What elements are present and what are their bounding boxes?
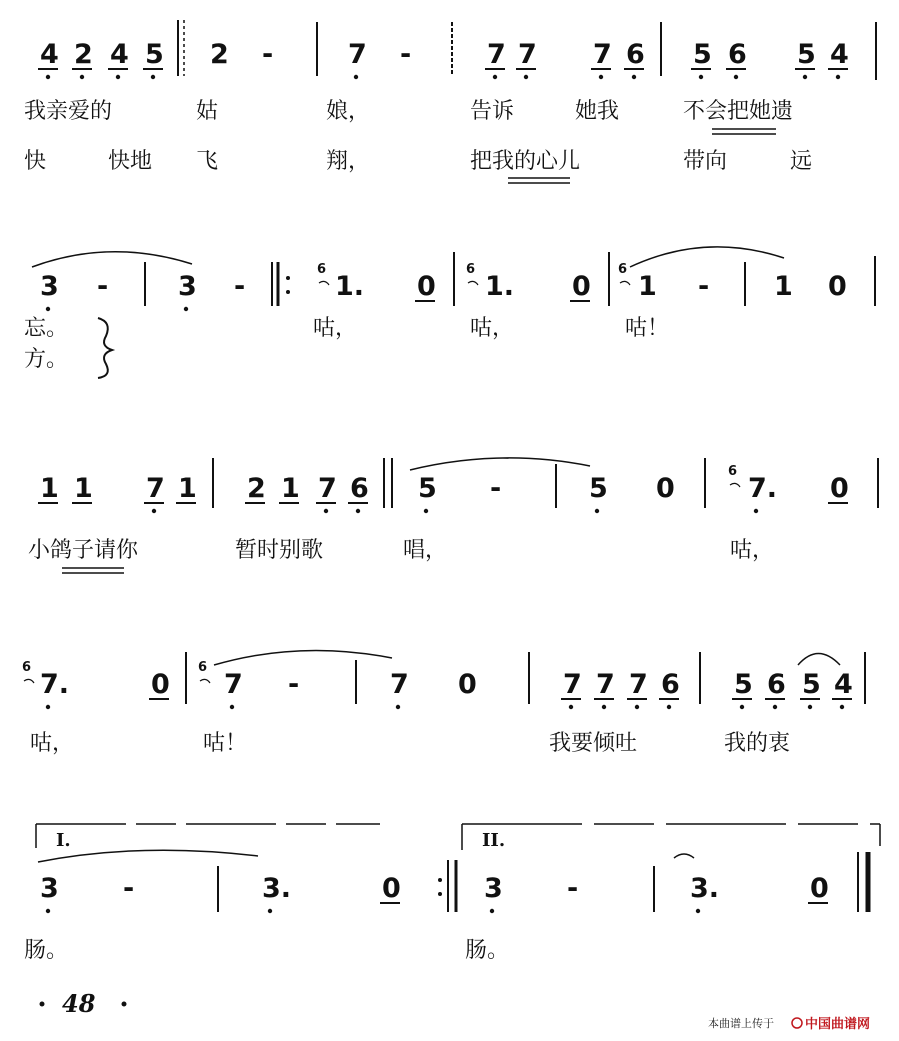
- repeat-dot: [286, 276, 290, 280]
- grace-note: 6: [198, 660, 208, 675]
- grace-slur: [200, 679, 210, 683]
- brace-bracket: [98, 318, 112, 378]
- lyric-line-1: 娘，: [326, 99, 371, 124]
- lyric-line-1: 咕，: [730, 538, 775, 563]
- octave-dot: [569, 705, 573, 709]
- note-numeral: 4: [830, 39, 849, 70]
- octave-dot: [734, 75, 738, 79]
- octave-dot: [424, 509, 428, 513]
- slur: [32, 252, 192, 267]
- sustain-dash: -: [288, 669, 300, 700]
- octave-dot: [356, 509, 360, 513]
- note-numeral: 6: [767, 669, 786, 700]
- note-numeral: 0: [382, 873, 401, 904]
- note-numeral: 3: [484, 873, 503, 904]
- grace-slur: [620, 281, 630, 285]
- lyric-line-1: 咕，: [313, 316, 358, 341]
- grace-slur: [319, 281, 329, 285]
- octave-dot: [80, 75, 84, 79]
- lyric-line-1: 肠。: [24, 938, 69, 963]
- octave-dot: [754, 509, 758, 513]
- repeat-dot: [286, 290, 290, 294]
- lyric-line-1: 暂时别歌: [235, 538, 324, 563]
- slur: [214, 650, 392, 665]
- note-numeral: 7: [596, 669, 615, 700]
- note-numeral: 7: [224, 669, 243, 700]
- footer-site-name: 中国曲谱网: [805, 1017, 871, 1032]
- octave-dot: [152, 509, 156, 513]
- octave-dot: [46, 705, 50, 709]
- note-numeral: 0: [151, 669, 170, 700]
- sustain-dash: -: [698, 271, 710, 302]
- sustain-dash: -: [262, 39, 274, 70]
- octave-dot: [803, 75, 807, 79]
- octave-dot: [46, 307, 50, 311]
- lyric-line-1: 唱，: [403, 538, 448, 563]
- volta-label-first: I.: [56, 830, 71, 851]
- lyric-line-1: 咕，: [30, 731, 75, 756]
- score-structure: [32, 20, 880, 1032]
- note-numeral: 7: [390, 669, 409, 700]
- note-numeral: 5: [589, 473, 608, 504]
- octave-dot: [268, 909, 272, 913]
- note-numeral: 0: [417, 271, 436, 302]
- note-numeral: 7.: [40, 669, 70, 700]
- grace-note: 6: [22, 660, 32, 675]
- octave-dot: [840, 705, 844, 709]
- octave-dot: [635, 705, 639, 709]
- repeat-dot: [438, 878, 442, 882]
- sustain-dash: -: [97, 271, 109, 302]
- sustain-dash: -: [490, 473, 502, 504]
- note-numeral: 4: [834, 669, 853, 700]
- lyric-line-2: 把我的心儿: [470, 149, 581, 174]
- lyric-line-2: 快地: [108, 149, 153, 174]
- note-numeral: 7: [146, 473, 165, 504]
- lyric-line-1: 她我: [575, 99, 620, 124]
- octave-dot: [184, 307, 188, 311]
- octave-dot: [354, 75, 358, 79]
- note-numeral: 5: [802, 669, 821, 700]
- note-numeral: 7: [318, 473, 337, 504]
- note-numeral: 1: [74, 473, 93, 504]
- note-numeral: 3: [178, 271, 197, 302]
- slur: [38, 850, 258, 862]
- lyric-line-1: 我的衷: [724, 731, 791, 756]
- lyric-line-2: 带向: [683, 149, 728, 174]
- note-numeral: 5: [734, 669, 753, 700]
- octave-dot: [46, 909, 50, 913]
- octave-dot: [595, 509, 599, 513]
- note-numeral: 5: [145, 39, 164, 70]
- note-numeral: 5: [693, 39, 712, 70]
- note-numeral: 7: [348, 39, 367, 70]
- octave-dot: [602, 705, 606, 709]
- note-numeral: 2: [74, 39, 93, 70]
- grace-slur: [24, 679, 34, 683]
- lyric-line-1: 肠。: [465, 938, 510, 963]
- note-numeral: 6: [626, 39, 645, 70]
- grace-slur: [730, 483, 740, 487]
- note-numeral: 7: [593, 39, 612, 70]
- octave-dot: [396, 705, 400, 709]
- note-numeral: 1: [178, 473, 197, 504]
- note-numeral: 7: [518, 39, 537, 70]
- lyric-line-1: 咕！: [625, 316, 670, 341]
- note-numeral: 1: [774, 271, 793, 302]
- note-numeral: 3.: [690, 873, 720, 904]
- repeat-dot: [438, 892, 442, 896]
- sustain-dash: -: [400, 39, 412, 70]
- octave-dot: [324, 509, 328, 513]
- note-numeral: 6: [728, 39, 747, 70]
- note-numeral: 0: [572, 271, 591, 302]
- note-numeral: 0: [830, 473, 849, 504]
- octave-dot: [773, 705, 777, 709]
- note-numeral: 6: [661, 669, 680, 700]
- note-numeral: 1.: [485, 271, 515, 302]
- note-numeral: 5: [418, 473, 437, 504]
- slur: [674, 854, 694, 858]
- grace-note: 6: [618, 262, 628, 277]
- grace-note: 6: [728, 464, 738, 479]
- grace-note: 6: [466, 262, 476, 277]
- lyric-line-1: 咕，: [470, 316, 515, 341]
- note-numeral: 3: [40, 873, 59, 904]
- lyric-line-2: 翔，: [326, 149, 371, 174]
- footer-caption: 本曲谱上传于: [708, 1017, 774, 1030]
- octave-dot: [696, 909, 700, 913]
- octave-dot: [151, 75, 155, 79]
- note-numeral: 0: [828, 271, 847, 302]
- note-numeral: 3.: [262, 873, 292, 904]
- note-numeral: 0: [656, 473, 675, 504]
- note-numeral: 0: [810, 873, 829, 904]
- lyric-line-2: 飞: [196, 149, 219, 174]
- note-numeral: 1.: [335, 271, 365, 302]
- grace-note: 6: [317, 262, 327, 277]
- slur: [410, 458, 590, 470]
- note-numeral: 1: [281, 473, 300, 504]
- lyric-line-2: 快: [24, 149, 47, 174]
- octave-dot: [632, 75, 636, 79]
- note-numeral: 1: [40, 473, 59, 504]
- octave-dot: [836, 75, 840, 79]
- slur: [798, 654, 840, 666]
- octave-dot: [524, 75, 528, 79]
- lyric-line-1: 忘。: [24, 316, 69, 341]
- octave-dot: [493, 75, 497, 79]
- sustain-dash: -: [234, 271, 246, 302]
- note-numeral: 7.: [748, 473, 778, 504]
- page-number: 48: [62, 989, 96, 1018]
- slur: [630, 247, 784, 267]
- note-numeral: 7: [629, 669, 648, 700]
- lyric-line-2: 方。: [24, 347, 69, 372]
- note-numeral: 7: [487, 39, 506, 70]
- octave-dot: [699, 75, 703, 79]
- octave-dot: [230, 705, 234, 709]
- lyric-line-1: 咕！: [203, 731, 248, 756]
- lyric-line-1: 告诉: [470, 99, 515, 124]
- note-numeral: 2: [210, 39, 229, 70]
- lyric-line-1: 小鸽子请你: [28, 538, 139, 563]
- volta-label-second: II.: [482, 830, 506, 851]
- lyric-line-2: 远: [790, 149, 813, 174]
- note-numeral: 6: [350, 473, 369, 504]
- lyric-line-1: 我要倾吐: [549, 731, 638, 756]
- note-numeral: 5: [797, 39, 816, 70]
- note-numeral: 4: [40, 39, 59, 70]
- note-numeral: 2: [247, 473, 266, 504]
- note-numeral: 3: [40, 271, 59, 302]
- grace-slur: [468, 281, 478, 285]
- note-numeral: 4: [110, 39, 129, 70]
- octave-dot: [667, 705, 671, 709]
- octave-dot: [46, 75, 50, 79]
- logo-icon: [792, 1018, 802, 1028]
- note-numeral: 7: [563, 669, 582, 700]
- octave-dot: [808, 705, 812, 709]
- octave-dot: [599, 75, 603, 79]
- lyric-line-1: 我亲爱的: [24, 99, 113, 124]
- site-logo: [792, 1016, 870, 1032]
- lyric-line-1: 姑: [196, 99, 219, 124]
- sustain-dash: -: [567, 873, 579, 904]
- sustain-dash: -: [123, 873, 135, 904]
- note-numeral: 1: [638, 271, 657, 302]
- page-dot: [122, 1002, 127, 1007]
- octave-dot: [116, 75, 120, 79]
- page-dot: [40, 1002, 45, 1007]
- octave-dot: [740, 705, 744, 709]
- lyric-line-1: 不会把她遗: [683, 99, 794, 124]
- octave-dot: [490, 909, 494, 913]
- note-numeral: 0: [458, 669, 477, 700]
